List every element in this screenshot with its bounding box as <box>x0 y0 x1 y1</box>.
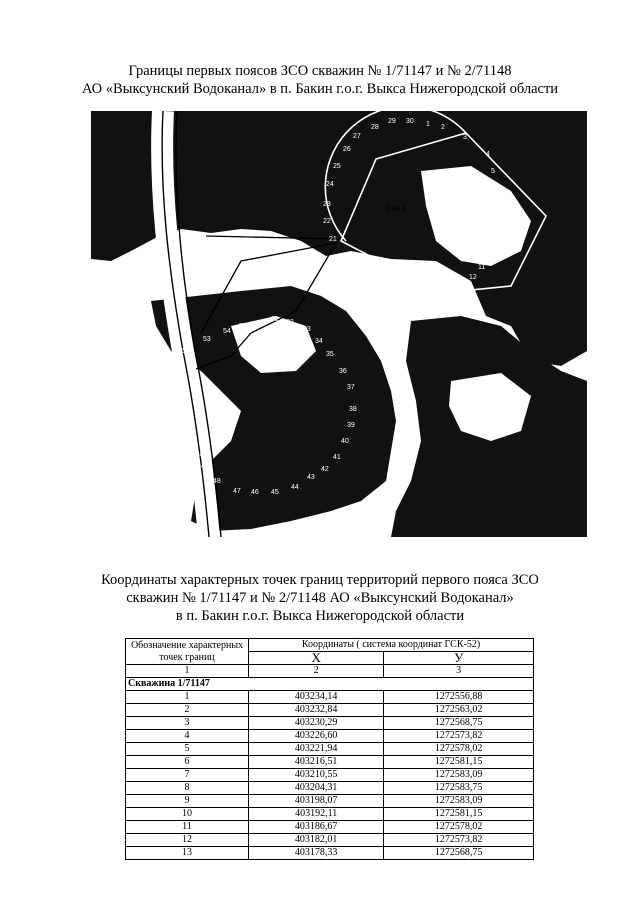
svg-text:43: 43 <box>307 474 315 481</box>
x-coordinate-cell: 403216,51 <box>249 756 384 769</box>
y-coordinate-cell: 1272568,75 <box>384 717 534 730</box>
y-coordinate-cell: 1272578,02 <box>384 743 534 756</box>
svg-text:12: 12 <box>469 274 477 281</box>
svg-text:10: 10 <box>487 254 495 261</box>
svg-text:11: 11 <box>478 264 486 271</box>
svg-text:9: 9 <box>491 236 495 243</box>
table-header-row <box>126 639 534 652</box>
y-coordinate-cell: 1272568,75 <box>384 847 534 860</box>
svg-text:48: 48 <box>213 478 221 485</box>
x-coordinate-cell: 403192,11 <box>249 808 384 821</box>
svg-text:16: 16 <box>406 291 414 298</box>
svg-text:14: 14 <box>434 287 442 294</box>
svg-text:5: 5 <box>491 168 495 175</box>
svg-text:28: 28 <box>371 124 379 131</box>
svg-text:42: 42 <box>321 466 329 473</box>
y-coordinate-cell: 1272583,75 <box>384 782 534 795</box>
point-number-cell: 5 <box>126 743 249 756</box>
y-coordinate-cell: 1272573,82 <box>384 834 534 847</box>
x-coordinate-cell: 403210,55 <box>249 769 384 782</box>
table-row <box>126 730 534 743</box>
x-coordinate-cell: 403198,07 <box>249 795 384 808</box>
svg-text:3: 3 <box>463 134 467 141</box>
svg-text:1: 1 <box>426 121 430 128</box>
point-number-cell: 6 <box>126 756 249 769</box>
table-row <box>126 808 534 821</box>
svg-text:54: 54 <box>223 328 231 335</box>
y-coordinate-cell: 1272573,82 <box>384 730 534 743</box>
svg-text:22: 22 <box>323 218 331 225</box>
table-row <box>126 756 534 769</box>
svg-text:27: 27 <box>353 133 361 140</box>
svg-text:4: 4 <box>486 151 490 158</box>
table-row <box>126 717 534 730</box>
point-number-cell: 2 <box>126 704 249 717</box>
svg-text:30: 30 <box>406 118 414 125</box>
y-coordinate-cell: 1272583,09 <box>384 769 534 782</box>
svg-text:45: 45 <box>271 489 279 496</box>
table-section-row <box>126 678 534 691</box>
svg-text:Скв 1: Скв 1 <box>386 204 407 213</box>
point-number-cell: 12 <box>126 834 249 847</box>
col-number: 1 <box>126 665 249 678</box>
svg-text:2: 2 <box>441 124 445 131</box>
table-title-line3: в п. Бакин г.о.г. Выкса Нижегородской области <box>175 608 465 624</box>
svg-text:13: 13 <box>453 282 461 289</box>
svg-text:31: 31 <box>271 316 279 323</box>
svg-text:35: 35 <box>326 351 334 358</box>
point-number-cell: 8 <box>126 782 249 795</box>
x-coordinate-cell: 403186,67 <box>249 821 384 834</box>
map-title-line1: Границы первых поясов ЗСО скважин № 1/71147 и № 2/71148 <box>128 63 512 79</box>
svg-text:52: 52 <box>181 348 189 355</box>
table-row <box>126 834 534 847</box>
y-coordinate-cell: 1272556,88 <box>384 691 534 704</box>
svg-text:49: 49 <box>201 463 209 470</box>
svg-text:38: 38 <box>349 406 357 413</box>
svg-text:18: 18 <box>376 278 384 285</box>
table-row <box>126 795 534 808</box>
point-number-cell: 11 <box>126 821 249 834</box>
svg-text:19: 19 <box>359 268 367 275</box>
svg-text:32: 32 <box>286 319 294 326</box>
x-coordinate-cell: 403204,31 <box>249 782 384 795</box>
svg-text:7: 7 <box>494 206 498 213</box>
table-numbering-row <box>126 665 534 678</box>
section-label: Скважина 1/71147 <box>126 678 534 691</box>
y-coordinate-cell: 1272581,15 <box>384 808 534 821</box>
svg-text:24: 24 <box>326 181 334 188</box>
table-title-line2: скважин № 1/71147 и № 2/71148 АО «Выксунский Водоканал» <box>126 590 514 606</box>
col-x-header: X <box>249 652 384 665</box>
point-number-cell: 7 <box>126 769 249 782</box>
svg-text:6: 6 <box>493 186 497 193</box>
svg-text:21: 21 <box>329 236 337 243</box>
x-coordinate-cell: 403232,84 <box>249 704 384 717</box>
x-coordinate-cell: 403230,29 <box>249 717 384 730</box>
point-number-cell: 1 <box>126 691 249 704</box>
svg-text:33: 33 <box>303 326 311 333</box>
point-number-cell: 9 <box>126 795 249 808</box>
svg-text:25: 25 <box>333 163 341 170</box>
svg-text:36: 36 <box>339 368 347 375</box>
map-title-line2: АО «Выксунский Водоканал» в п. Бакин г.о.г. Выкса Нижегородской области <box>81 81 559 97</box>
svg-text:51: 51 <box>189 361 197 368</box>
svg-text:20: 20 <box>341 256 349 263</box>
svg-text:46: 46 <box>251 489 259 496</box>
svg-text:50: 50 <box>196 452 204 459</box>
svg-text:17: 17 <box>391 286 399 293</box>
svg-text:47: 47 <box>233 488 241 495</box>
col-y-header: У <box>384 652 534 665</box>
col-coords-header: Координаты ( система координат ГСК-52) <box>249 639 534 652</box>
table-title-line1: Координаты характерных точек границ территорий первого пояса ЗСО <box>101 572 539 588</box>
col-number: 2 <box>249 665 384 678</box>
table-row <box>126 769 534 782</box>
svg-text:44: 44 <box>291 484 299 491</box>
point-number-cell: 4 <box>126 730 249 743</box>
svg-text:29: 29 <box>388 118 396 125</box>
table-row <box>126 847 534 860</box>
y-coordinate-cell: 1272581,15 <box>384 756 534 769</box>
svg-text:34: 34 <box>315 338 323 345</box>
table-row <box>126 691 534 704</box>
point-number-cell: 3 <box>126 717 249 730</box>
svg-text:23: 23 <box>323 201 331 208</box>
svg-text:26: 26 <box>343 146 351 153</box>
x-coordinate-cell: 403234,14 <box>249 691 384 704</box>
table-row <box>126 821 534 834</box>
y-coordinate-cell: 1272563,02 <box>384 704 534 717</box>
x-coordinate-cell: 403178,33 <box>249 847 384 860</box>
coordinates-table <box>125 638 534 860</box>
y-coordinate-cell: 1272583,09 <box>384 795 534 808</box>
svg-text:40: 40 <box>341 438 349 445</box>
point-number-cell: 10 <box>126 808 249 821</box>
svg-text:55: 55 <box>239 323 247 330</box>
svg-text:53: 53 <box>203 336 211 343</box>
x-coordinate-cell: 403221,94 <box>249 743 384 756</box>
table-row <box>126 782 534 795</box>
svg-text:8: 8 <box>494 221 498 228</box>
svg-text:41: 41 <box>333 454 341 461</box>
point-number-cell: 13 <box>126 847 249 860</box>
svg-text:37: 37 <box>347 384 355 391</box>
x-coordinate-cell: 403226,60 <box>249 730 384 743</box>
svg-text:15: 15 <box>421 290 429 297</box>
col-number: 3 <box>384 665 534 678</box>
col-points-header: Обозначение характерных точек границ <box>126 639 249 665</box>
y-coordinate-cell: 1272578,02 <box>384 821 534 834</box>
x-coordinate-cell: 403182,01 <box>249 834 384 847</box>
svg-text:39: 39 <box>347 422 355 429</box>
table-row <box>126 743 534 756</box>
boundary-map <box>91 111 587 537</box>
table-row <box>126 704 534 717</box>
